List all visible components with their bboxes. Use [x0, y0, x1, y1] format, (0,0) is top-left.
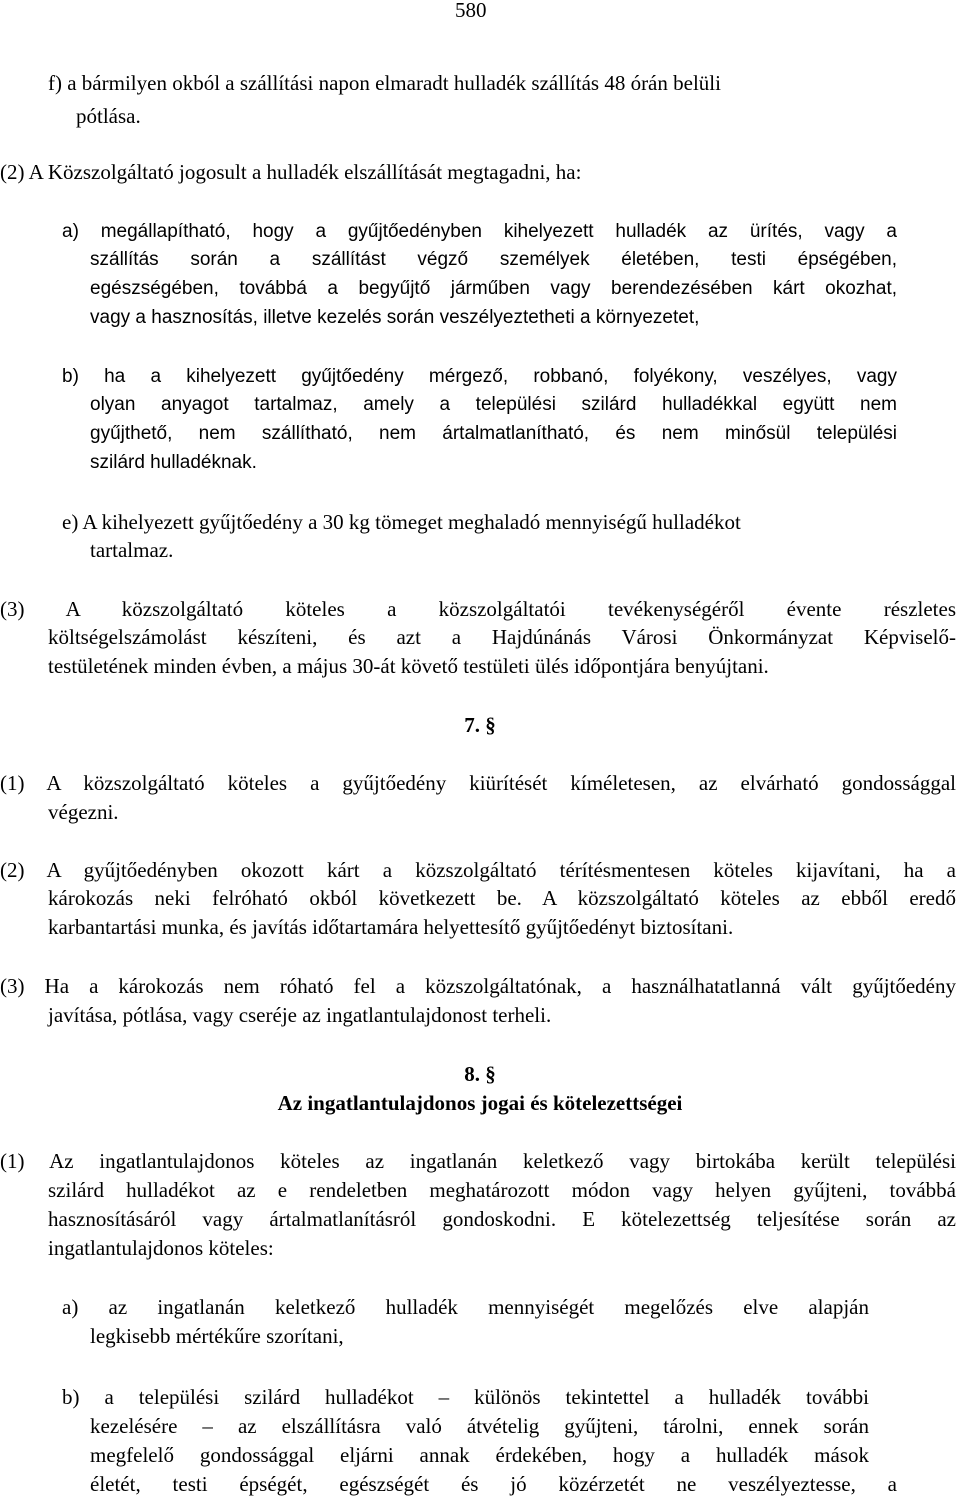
item-e-line-2: tartalmaz. — [90, 538, 174, 562]
s8-p1-line-2: szilárd hulladékot az e rendeletben meghatározott módon vagy helyen gyűjteni, továbbá — [48, 1178, 956, 1202]
section-8-heading: 8. § — [464, 1062, 496, 1086]
paragraph-3-line-3: testületének minden évben, a május 30-át követő testületi ülés időpontjára benyújtani. — [48, 654, 769, 678]
item-b-line-2: olyan anyagot tartalmaz, amely a települési szilárd hulladékkal együtt nem — [90, 394, 897, 415]
section-7-heading: 7. § — [464, 713, 496, 737]
paragraph-2-intro: (2) A Közszolgáltató jogosult a hulladék elszállítását megtagadni, ha: — [0, 160, 582, 184]
s7-p1-line-1: (1) A közszolgáltató köteles a gyűjtőedény kiürítését kíméletesen, az elvárható gondossággal — [0, 771, 956, 795]
s8-p1-line-4: ingatlantulajdonos köteles: — [48, 1236, 274, 1260]
s8-b-line-2: kezelésére – az elszállításra való átvételig gyűjteni, tárolni, ennek során — [90, 1414, 869, 1438]
paragraph-3-line-1: (3) A közszolgáltató köteles a közszolgáltatói tevékenységéről évente részletes — [0, 597, 956, 621]
item-e-line-1: e) A kihelyezett gyűjtőedény a 30 kg tömeget meghaladó mennyiségű hulladékot — [62, 510, 741, 534]
item-b-line-1: b) ha a kihelyezett gyűjtőedény mérgező, robbanó, folyékony, veszélyes, vagy — [62, 366, 897, 387]
item-a-line-4: vagy a hasznosítás, illetve kezelés során veszélyeztetheti a környezetet, — [90, 307, 700, 328]
s8-a-line-1: a) az ingatlanán keletkező hulladék mennyiségét megelőzés elve alapján — [62, 1295, 869, 1319]
item-a-line-3: egészségében, továbbá a begyűjtő járműben vagy berendezésében kárt okozhat, — [90, 278, 897, 299]
s8-b-line-3: megfelelő gondossággal eljárni annak érdekében, hogy a hulladék mások — [90, 1443, 869, 1467]
item-a-line-2: szállítás során a szállítást végző személyek életében, testi épségében, — [90, 249, 897, 270]
s8-a-line-2: legkisebb mértékűre szorítani, — [90, 1324, 344, 1348]
s7-p2-line-1: (2) A gyűjtőedényben okozott kárt a közszolgáltató térítésmentesen köteles kijavítani, ha a — [0, 858, 956, 882]
item-a-line-1: a) megállapítható, hogy a gyűjtőedényben kihelyezett hulladék az ürítés, vagy a — [62, 221, 897, 242]
item-b-line-4: szilárd hulladéknak. — [90, 452, 257, 473]
s7-p3-line-1: (3) Ha a károkozás nem róható fel a közszolgáltatónak, a használhatatlanná vált gyűjtőedény — [0, 974, 956, 998]
s7-p1-line-2: végezni. — [48, 800, 119, 824]
s7-p2-line-2: károkozás neki felróható okból következett be. A közszolgáltató köteles az ebből eredő — [48, 886, 956, 910]
item-f-line-2: pótlása. — [76, 104, 141, 128]
page-number: 580 — [455, 0, 487, 22]
s7-p3-line-2: javítása, pótlása, vagy cseréje az ingatlantulajdonost terheli. — [48, 1003, 552, 1027]
s8-p1-line-3: hasznosításáról vagy ártalmatlanításról gondoskodni. E kötelezettség teljesítése során az — [48, 1207, 956, 1231]
s8-b-line-4: életét, testi épségét, egészségét és jó közérzetét ne veszélyeztesse, a — [90, 1472, 897, 1496]
paragraph-3-line-2: költségelszámolást készíteni, és azt a Hajdúnánás Városi Önkormányzat Képviselő- — [48, 625, 956, 649]
s8-p1-line-1: (1) Az ingatlantulajdonos köteles az ingatlanán keletkező vagy birtokába került települési — [0, 1149, 956, 1173]
item-b-line-3: gyűjthető, nem szállítható, nem ártalmatlanítható, és nem minősül települési — [90, 423, 897, 444]
item-f-line-1: f) a bármilyen okból a szállítási napon elmaradt hulladék szállítás 48 órán belüli — [48, 71, 721, 95]
section-8-title: Az ingatlantulajdonos jogai és kötelezettségei — [277, 1091, 683, 1115]
s8-b-line-1: b) a települési szilárd hulladékot – különös tekintettel a hulladék további — [62, 1385, 869, 1409]
s7-p2-line-3: karbantartási munka, és javítás időtartamára helyettesítő gyűjtőedényt biztosítani. — [48, 915, 734, 939]
